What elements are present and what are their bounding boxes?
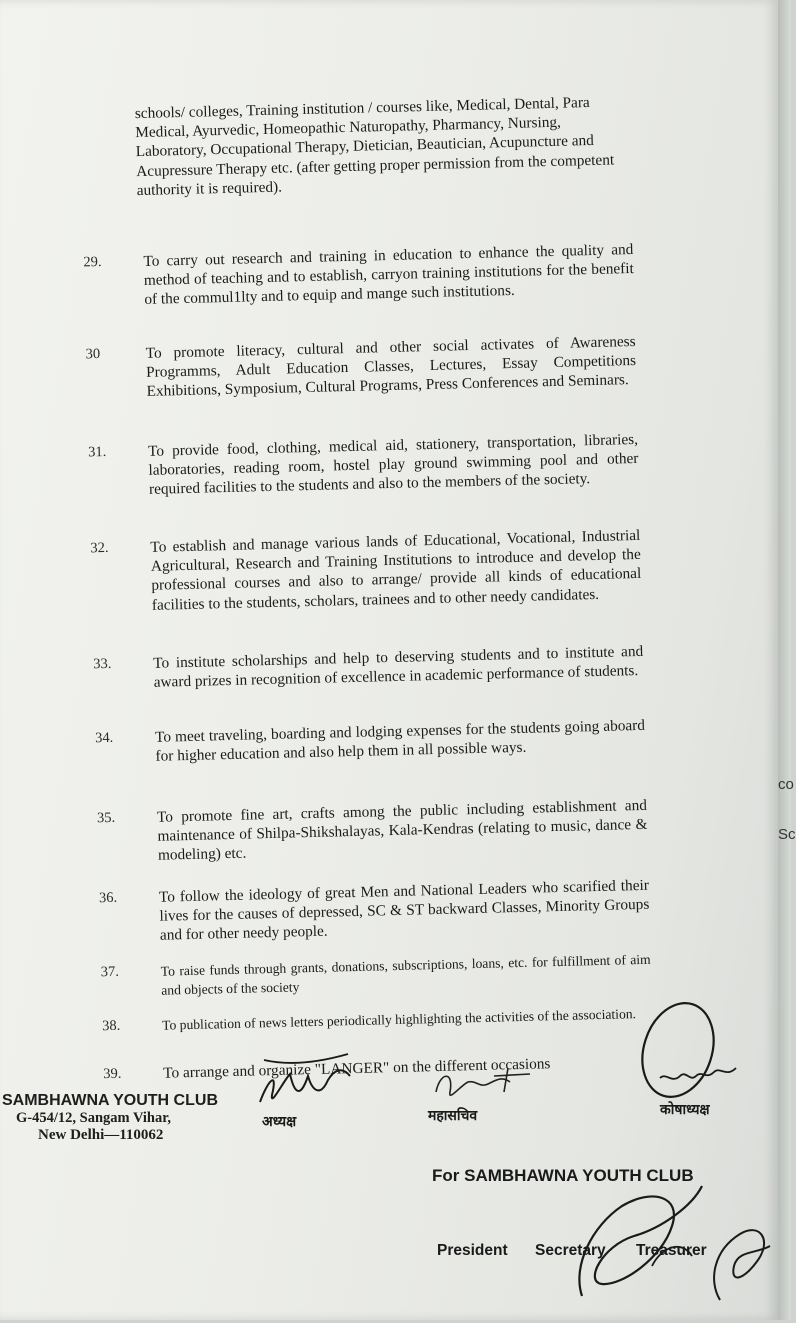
item-text: To promote literacy, cultural and other social activates of Awareness Programms, Adult Education Classes, Lectures, Essay Competitions Exhibitions, Symposium, Cultural Programs, Press Conferences and Seminars. (145, 332, 637, 401)
item-number: 36. (98, 889, 118, 907)
object-item-29 (83, 240, 644, 311)
item-number: 30 (85, 346, 101, 363)
president-label: President (437, 1242, 508, 1259)
treasurer-label: Treasurer (636, 1242, 707, 1259)
item-number: 35. (96, 809, 116, 827)
stamp-address: G-454/12, Sangam Vihar, (16, 1110, 171, 1126)
item-text: To provide food, clothing, medical aid, stationery, transportation, libraries, laboratories, reading room, hostel play ground swimming pool and other required facilities to the students and also to the members of the society. (147, 430, 639, 499)
item-number: 29. (83, 253, 102, 271)
stamp-city: New Delhi—110062 (38, 1127, 164, 1143)
object-item-33 (93, 642, 654, 694)
hindi-treasurer-title: कोषाध्यक्ष (660, 1102, 710, 1118)
stamp-club-name: SAMBHAWNA YOUTH CLUB (2, 1092, 218, 1109)
object-item-35 (97, 796, 658, 867)
item-text: To meet traveling, boarding and lodging expenses for the students going aboard for higher education and also help them in all possible ways. (154, 716, 646, 766)
hindi-president-title: अध्यक्ष (262, 1114, 297, 1130)
object-item-32 (90, 526, 652, 616)
hindi-secretary-title: महासचिव (428, 1108, 478, 1124)
object-item-37 (101, 950, 662, 1002)
item-number: 31. (87, 443, 107, 461)
club-address-stamp (0, 1092, 240, 1144)
item-text: To follow the ideology of great Men and National Leaders who scarified their lives for the causes of depressed, SC & ST backward Classes, Minority Groups and for other needy people. (158, 876, 650, 945)
edge-fragment: co (778, 776, 794, 793)
intro-paragraph: schools/ colleges, Training institution / courses like, Medical, Dental, Para Medical, Ayurvedic, Homeopathic Naturopathy, Pharmancy, Nursing, Laboratory, Occupational Therapy, Dietician, Beautician, Acupuncture and Acupressure Therapy etc. (after getting proper permission from the competent authority it is required). (134, 94, 615, 199)
item-text: To publication of news letters periodically highlighting the activities of the association. (161, 1006, 637, 1033)
item-text: To establish and manage various lands of Educational, Vocational, Industrial Agricultural, Research and Training Institutions to introduce and develop the professional courses and also to arrange/ provide all kinds of educational facilities to the students, scholars, trainees and to other needy candidates. (150, 526, 642, 614)
item-text: To carry out research and training in education to enhance the quality and method of teaching and to establish, carryon training institutions for the benefit of the commul1lty and to equip and mange such institutions. (143, 240, 634, 309)
object-item-39 (103, 1052, 663, 1085)
item-text: To institute scholarships and help to deserving students and to institute and award prizes in recognition of excellence in academic performance of students. (153, 642, 644, 692)
object-item-34 (95, 716, 656, 768)
item-number: 33. (93, 655, 112, 673)
edge-fragment: Sc (778, 826, 796, 843)
object-item-31 (88, 430, 649, 501)
item-text: To promote fine art, crafts among the public including establishment and maintenance of Shilpa-Shikshalayas, Kala-Kendras (relating to music, dance & modeling) etc. (156, 796, 648, 865)
for-club-label: For SAMBHAWNA YOUTH CLUB (432, 1166, 694, 1185)
item-number: 32. (90, 539, 109, 557)
object-item-38 (102, 1004, 662, 1037)
adjacent-page-edge (778, 0, 791, 1320)
item-text: To raise funds through grants, donations, subscriptions, loans, etc. for fulfillment of aim and objects of the society (160, 951, 651, 998)
item-number: 34. (94, 729, 114, 747)
object-item-36 (99, 876, 660, 947)
item-number: 39. (103, 1065, 122, 1083)
item-text: To arrange and organize "LANGER" on the different occasions (163, 1055, 551, 1082)
secretary-label: Secretary (535, 1242, 606, 1259)
item-number: 38. (101, 1017, 121, 1035)
item-number: 37. (100, 963, 120, 981)
object-item-30 (85, 332, 646, 403)
